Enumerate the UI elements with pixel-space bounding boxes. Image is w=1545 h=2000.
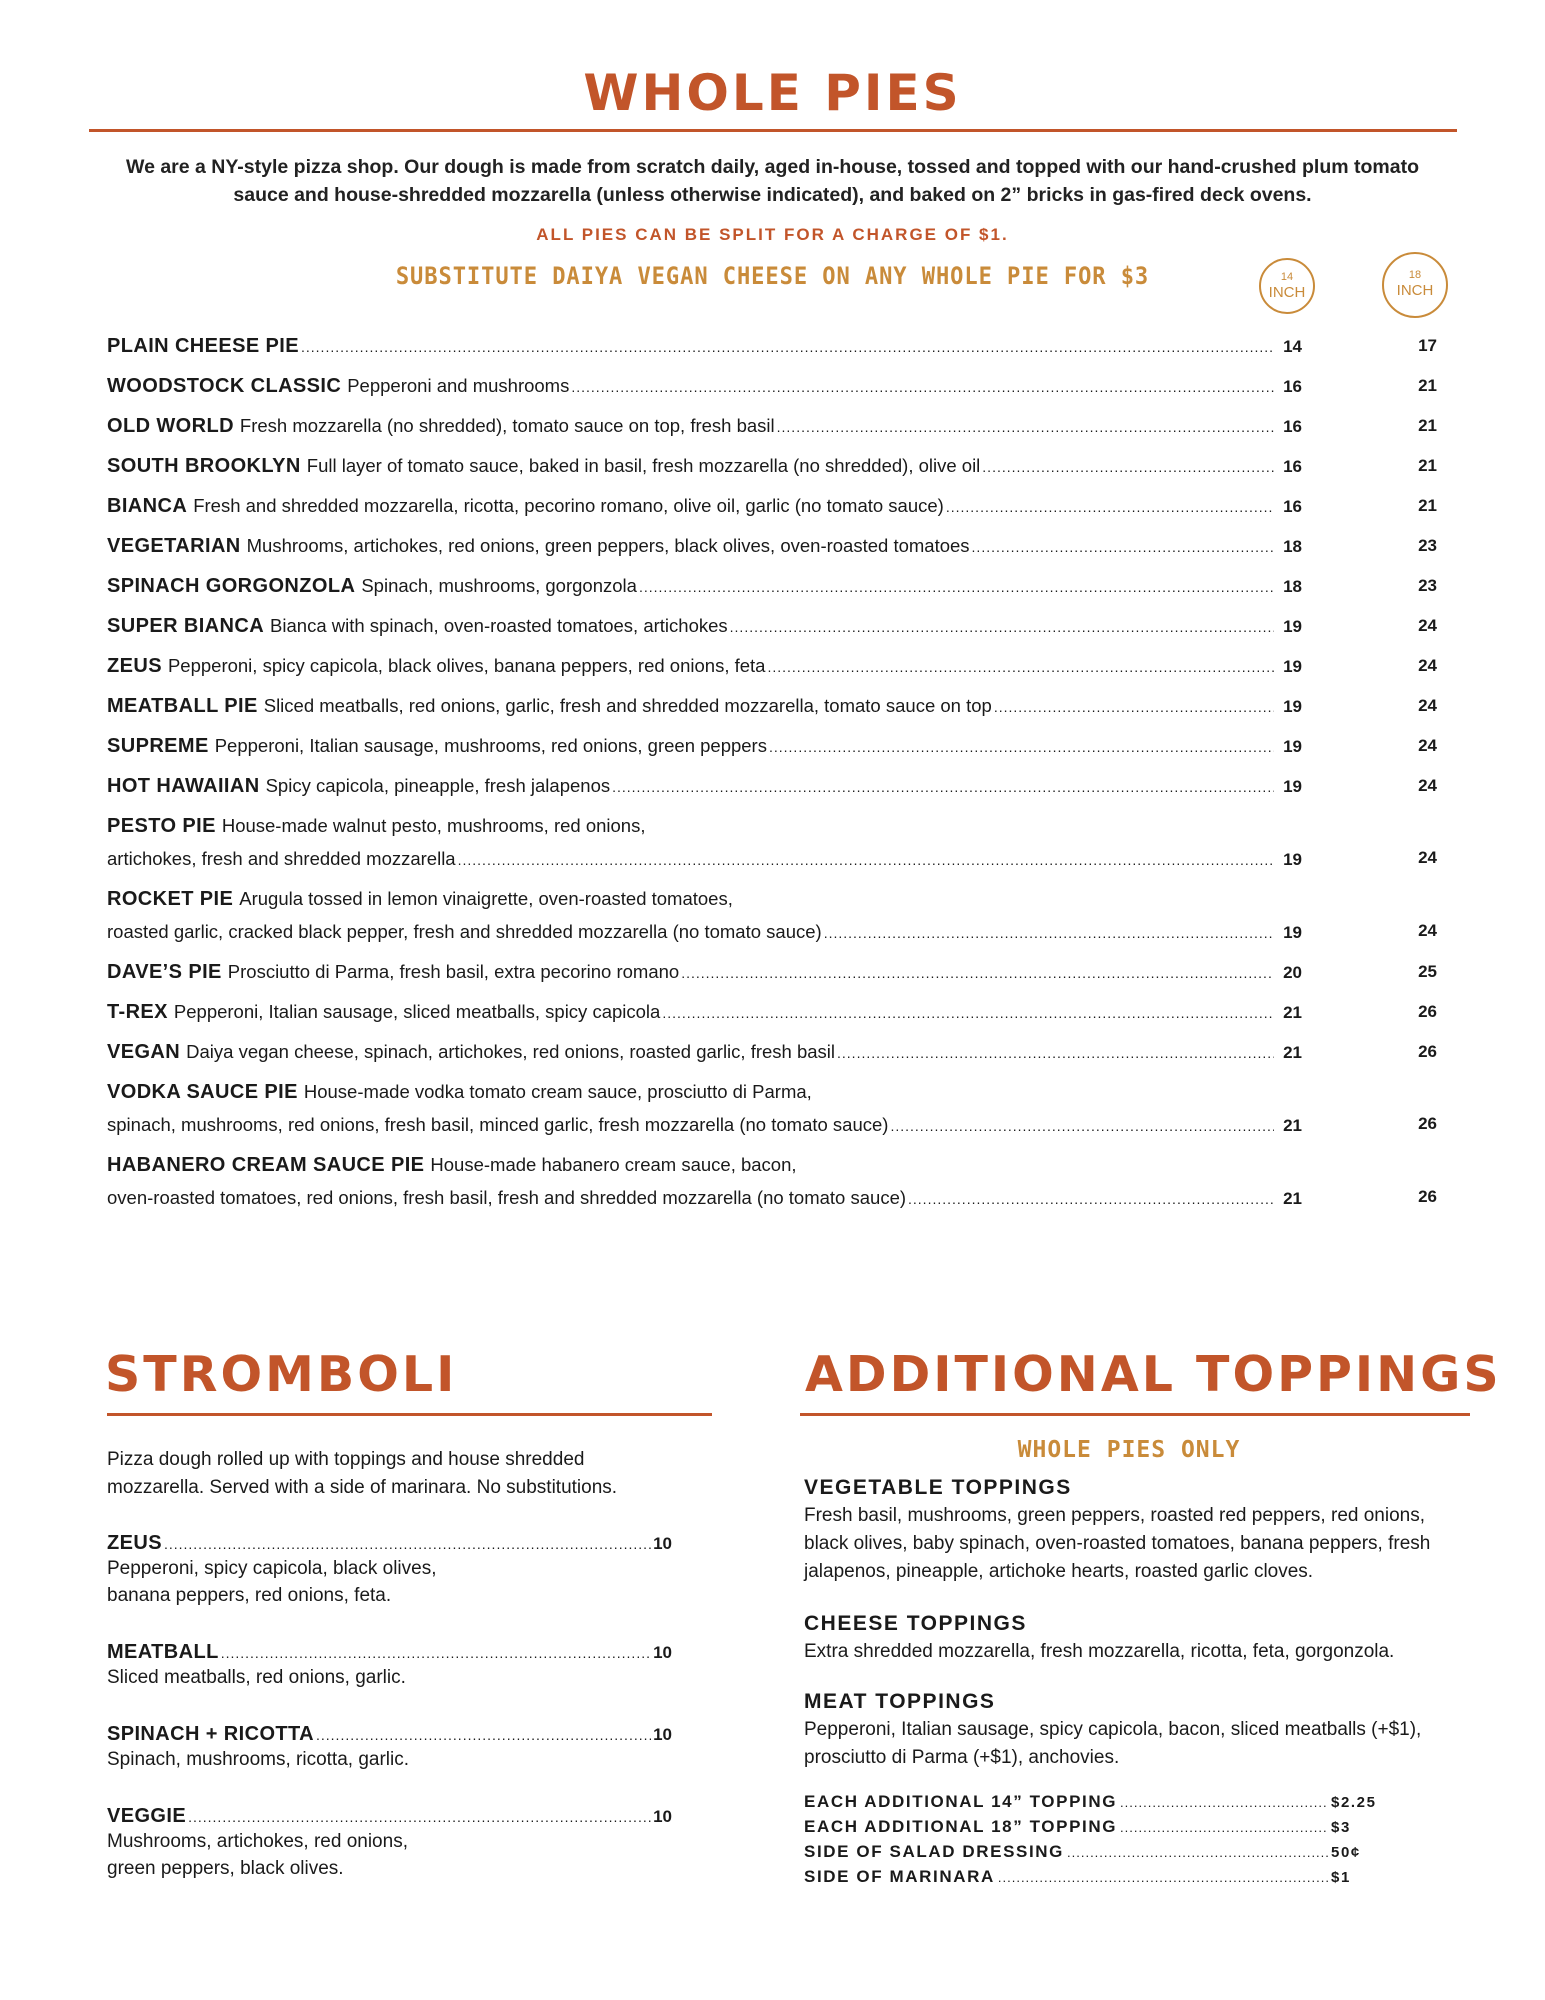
pie-description-continued: artichokes, fresh and shredded mozzarella [107, 848, 456, 869]
pie-price-line [107, 610, 1302, 643]
pie-row [107, 530, 1437, 563]
pie-price-line [107, 996, 1302, 1029]
pie-first-line [107, 883, 1437, 916]
stromboli-item [107, 1641, 672, 1691]
whole-pies-divider [89, 129, 1457, 132]
extra-charge-price: $3 [1331, 1819, 1351, 1836]
extra-charge-label: EACH ADDITIONAL 14” TOPPING [804, 1792, 1118, 1811]
toppings-subtitle: WHOLE PIES ONLY [1017, 1437, 1241, 1463]
price-18-inch: 23 [1418, 536, 1437, 555]
pie-name: T-REX [107, 1001, 168, 1023]
pie-description: Daiya vegan cheese, spinach, artichokes, red onions, roasted garlic, fresh basil [186, 1041, 836, 1062]
leader-dots [777, 411, 1274, 443]
price-18-inch: 25 [1418, 962, 1437, 981]
price-14-inch: 21 [1283, 1003, 1302, 1022]
pie-row [107, 996, 1437, 1029]
pie-price-line [107, 956, 1302, 989]
size-14-unit: INCH [1268, 284, 1306, 301]
pie-description: Pepperoni, spicy capicola, black olives, banana peppers, red onions, feta [167, 655, 766, 676]
leader-dots [1120, 1791, 1328, 1815]
stromboli-item-desc: Mushrooms, artichokes, red onions, green peppers, black olives. [107, 1831, 408, 1879]
split-note: ALL PIES CAN BE SPLIT FOR A CHARGE OF $1. [536, 225, 1009, 244]
pie-price-line [107, 530, 1302, 563]
price-18-inch: 24 [1418, 616, 1437, 635]
price-18-inch: 21 [1418, 456, 1437, 475]
pie-name: PESTO PIE [107, 815, 216, 837]
leader-dots [908, 1183, 1274, 1215]
pie-description: Fresh and shredded mozzarella, ricotta, pecorino romano, olive oil, garlic (no tomato sauce) [193, 495, 944, 516]
leader-dots [1120, 1816, 1328, 1840]
price-14-inch: 19 [1283, 697, 1302, 716]
leader-dots [730, 611, 1274, 643]
pie-name: WOODSTOCK CLASSIC [107, 375, 342, 397]
leader-dots [824, 917, 1274, 949]
leader-dots [982, 451, 1274, 483]
leader-dots [837, 1037, 1274, 1069]
extra-charge-label: SIDE OF MARINARA [804, 1867, 995, 1886]
price-18-inch: 24 [1418, 921, 1437, 940]
price-18-inch: 24 [1418, 776, 1437, 795]
price-14-inch: 21 [1283, 1189, 1302, 1208]
pie-row [107, 883, 1437, 949]
pie-description: Sliced meatballs, red onions, garlic, fresh and shredded mozzarella, tomato sauce on top [263, 695, 992, 716]
pie-description-continued: spinach, mushrooms, red onions, fresh basil, minced garlic, fresh mozzarella (no tomato sauce) [107, 1114, 889, 1135]
leader-dots [571, 371, 1274, 403]
pie-row [107, 1149, 1437, 1215]
extra-charge-row [804, 1790, 1379, 1815]
price-14-inch: 21 [1283, 1116, 1302, 1135]
price-18-inch: 17 [1418, 336, 1437, 355]
leader-dots [769, 731, 1274, 763]
pie-description: Mushrooms, artichokes, red onions, green peppers, black olives, oven-roasted tomatoes [246, 535, 970, 556]
pie-description: House-made walnut pesto, mushrooms, red onions, [221, 815, 646, 836]
pie-row [107, 690, 1437, 723]
pie-name: VODKA SAUCE PIE [107, 1081, 298, 1103]
leader-dots [639, 571, 1274, 603]
toppings-title: ADDITIONAL TOPPINGS [805, 1346, 1502, 1403]
pie-price-line [107, 330, 1302, 363]
price-14-inch: 14 [1283, 337, 1302, 356]
price-14-inch: 20 [1283, 963, 1302, 982]
pie-description: Pepperoni, Italian sausage, sliced meatballs, spicy capicola [173, 1001, 661, 1022]
pie-description: House-made habanero cream sauce, bacon, [430, 1154, 797, 1175]
pie-price-line [107, 370, 1302, 403]
pie-name: SOUTH BROOKLYN [107, 455, 301, 477]
stromboli-item-price: 10 [653, 1534, 672, 1553]
pie-row [107, 450, 1437, 483]
leader-dots [301, 331, 1274, 363]
price-18-inch: 24 [1418, 848, 1437, 867]
topping-group-meat [804, 1690, 1454, 1772]
stromboli-title: STROMBOLI [105, 1346, 458, 1403]
pie-description: House-made vodka tomato cream sauce, prosciutto di Parma, [303, 1081, 812, 1102]
pie-price-line [107, 916, 1302, 949]
pie-name: BIANCA [107, 495, 188, 517]
leader-dots [164, 1536, 651, 1552]
price-18-inch: 24 [1418, 736, 1437, 755]
stromboli-intro: Pizza dough rolled up with toppings and house shredded mozzarella. Served with a side of marinara. No substitutions. [107, 1449, 618, 1498]
pie-row [107, 650, 1437, 683]
topping-group-vegetable [804, 1476, 1454, 1586]
pie-row [107, 770, 1437, 803]
extra-charge-row [804, 1815, 1379, 1840]
leader-dots [662, 997, 1274, 1029]
pie-name: MEATBALL PIE [107, 695, 258, 717]
pie-description: Prosciutto di Parma, fresh basil, extra pecorino romano [227, 961, 680, 982]
pie-name: HOT HAWAIIAN [107, 775, 260, 797]
pie-name: SUPER BIANCA [107, 615, 265, 637]
price-14-inch: 16 [1283, 417, 1302, 436]
price-14-inch: 19 [1283, 657, 1302, 676]
price-14-inch: 18 [1283, 577, 1302, 596]
vegan-note: SUBSTITUTE DAIYA VEGAN CHEESE ON ANY WHOLE PIE FOR $3 [395, 262, 1150, 290]
pie-row [107, 370, 1437, 403]
extra-charge-row [804, 1865, 1379, 1890]
price-18-inch: 26 [1418, 1002, 1437, 1021]
extra-charge-label: SIDE OF SALAD DRESSING [804, 1842, 1065, 1861]
pie-price-line [107, 410, 1302, 443]
price-14-inch: 16 [1283, 377, 1302, 396]
pie-row [107, 1076, 1437, 1142]
pie-row [107, 570, 1437, 603]
leader-dots [946, 491, 1274, 523]
leader-dots [972, 531, 1274, 563]
pie-name: SUPREME [107, 735, 209, 757]
pie-row [107, 610, 1437, 643]
price-14-inch: 18 [1283, 537, 1302, 556]
price-18-inch: 24 [1418, 696, 1437, 715]
pie-description-continued: roasted garlic, cracked black pepper, fresh and shredded mozzarella (no tomato sauce) [107, 921, 822, 942]
leader-dots [998, 1866, 1328, 1890]
topping-group-body: Fresh basil, mushrooms, green peppers, roasted red peppers, red onions, black olives, baby spinach, oven-roasted tomatoes, banana peppers, fresh jalapenos, pineapple, artichoke hearts, roasted garlic cloves. [804, 1505, 1431, 1582]
price-18-inch: 26 [1418, 1114, 1437, 1133]
extra-charge-row [804, 1840, 1379, 1865]
pie-price-line [107, 730, 1302, 763]
price-14-inch: 19 [1283, 923, 1302, 942]
leader-dots [1067, 1841, 1328, 1865]
leader-dots [316, 1727, 651, 1743]
stromboli-item-name: VEGGIE [107, 1805, 187, 1827]
leader-dots [188, 1809, 651, 1825]
pie-description: Pepperoni, Italian sausage, mushrooms, red onions, green peppers [214, 735, 767, 756]
pie-price-line [107, 690, 1302, 723]
stromboli-item-name: SPINACH + RICOTTA [107, 1723, 314, 1745]
pie-description: Full layer of tomato sauce, baked in basil, fresh mozzarella (no shredded), olive oil [306, 455, 981, 476]
price-18-inch: 26 [1418, 1187, 1437, 1206]
extra-charge-price: 50¢ [1331, 1844, 1361, 1861]
whole-pies-intro: We are a NY-style pizza shop. Our dough is made from scratch daily, aged in-house, tossed and topped with our hand-crushed plum tomato sauce and house-shredded mozzarella (unless otherwise indicated), and baked on 2” bricks in gas-fired deck ovens. [126, 156, 1419, 206]
pie-first-line [107, 810, 1437, 843]
topping-group-heading: CHEESE TOPPINGS [804, 1612, 1027, 1635]
stromboli-item-desc: Pepperoni, spicy capicola, black olives, banana peppers, red onions, feta. [107, 1558, 437, 1606]
stromboli-item-desc: Sliced meatballs, red onions, garlic. [107, 1667, 406, 1688]
leader-dots [994, 691, 1274, 723]
pie-price-line [107, 1109, 1302, 1142]
stromboli-item-price: 10 [653, 1725, 672, 1744]
pie-first-line [107, 1149, 1437, 1182]
price-14-inch: 19 [1283, 850, 1302, 869]
pie-name: ZEUS [107, 655, 162, 677]
pie-description: Bianca with spinach, oven-roasted tomatoes, artichokes [270, 615, 728, 636]
pie-description-continued: oven-roasted tomatoes, red onions, fresh basil, fresh and shredded mozzarella (no tomato sauce) [107, 1187, 907, 1208]
pie-row [107, 410, 1437, 443]
pie-price-line [107, 450, 1302, 483]
stromboli-item-name: MEATBALL [107, 1641, 219, 1663]
pie-name: ROCKET PIE [107, 888, 234, 910]
extra-charge-label: EACH ADDITIONAL 18” TOPPING [804, 1817, 1118, 1836]
pie-description: Spinach, mushrooms, gorgonzola [361, 575, 637, 596]
price-14-inch: 16 [1283, 457, 1302, 476]
whole-pies-title: WHOLE PIES [583, 64, 962, 122]
pie-price-line [107, 570, 1302, 603]
size-18-badge [1382, 252, 1448, 318]
leader-dots [221, 1645, 651, 1661]
price-14-inch: 21 [1283, 1043, 1302, 1062]
toppings-divider [800, 1413, 1470, 1416]
price-18-inch: 26 [1418, 1042, 1437, 1061]
pie-name: VEGETARIAN [107, 535, 241, 557]
pie-price-line [107, 843, 1302, 876]
extra-charge-price: $2.25 [1331, 1794, 1377, 1811]
stromboli-item [107, 1805, 672, 1882]
size-14-badge [1259, 258, 1315, 314]
pie-name: PLAIN CHEESE PIE [107, 335, 299, 357]
pie-description: Fresh mozzarella (no shredded), tomato sauce on top, fresh basil [239, 415, 775, 436]
topping-group-body: Extra shredded mozzarella, fresh mozzarella, ricotta, feta, gorgonzola. [804, 1641, 1395, 1662]
price-14-inch: 19 [1283, 737, 1302, 756]
price-18-inch: 21 [1418, 416, 1437, 435]
pie-name: OLD WORLD [107, 415, 234, 437]
price-18-inch: 24 [1418, 656, 1437, 675]
pie-description: Pepperoni and mushrooms [347, 375, 570, 396]
price-18-inch: 21 [1418, 376, 1437, 395]
stromboli-item [107, 1723, 672, 1773]
topping-group-heading: MEAT TOPPINGS [804, 1690, 996, 1713]
leader-dots [681, 957, 1274, 989]
pie-name: HABANERO CREAM SAUCE PIE [107, 1154, 425, 1176]
stromboli-item-desc: Spinach, mushrooms, ricotta, garlic. [107, 1749, 410, 1770]
price-18-inch: 21 [1418, 496, 1437, 515]
pie-row [107, 330, 1437, 363]
pie-row [107, 1036, 1437, 1069]
stromboli-item [107, 1532, 672, 1609]
extra-charge-price: $1 [1331, 1869, 1351, 1886]
pie-price-line [107, 650, 1302, 683]
topping-group-body: Pepperoni, Italian sausage, spicy capicola, bacon, sliced meatballs (+$1), prosciutto di Parma (+$1), anchovies. [804, 1719, 1422, 1768]
price-18-inch: 23 [1418, 576, 1437, 595]
pie-price-line [107, 490, 1302, 523]
topping-group-heading: VEGETABLE TOPPINGS [804, 1476, 1072, 1499]
size-18-number: 18 [1408, 269, 1422, 281]
pie-first-line [107, 1076, 1437, 1109]
pie-price-line [107, 770, 1302, 803]
leader-dots [458, 844, 1274, 876]
stromboli-item-price: 10 [653, 1643, 672, 1662]
pie-row [107, 956, 1437, 989]
stromboli-divider [107, 1413, 712, 1416]
pie-row [107, 490, 1437, 523]
pie-name: DAVE’S PIE [107, 961, 222, 983]
pie-name: VEGAN [107, 1041, 181, 1063]
price-14-inch: 19 [1283, 617, 1302, 636]
pie-price-line [107, 1036, 1302, 1069]
pie-row [107, 730, 1437, 763]
pie-name: SPINACH GORGONZOLA [107, 575, 356, 597]
leader-dots [612, 771, 1274, 803]
stromboli-item-name: ZEUS [107, 1532, 162, 1554]
size-14-number: 14 [1280, 271, 1294, 283]
price-14-inch: 16 [1283, 497, 1302, 516]
stromboli-item-price: 10 [653, 1807, 672, 1826]
pie-row [107, 810, 1437, 876]
leader-dots [767, 651, 1274, 683]
topping-group-cheese [804, 1612, 1454, 1666]
size-18-unit: INCH [1396, 282, 1434, 299]
extra-charges-list [804, 1790, 1379, 1890]
price-14-inch: 19 [1283, 777, 1302, 796]
pie-description: Spicy capicola, pineapple, fresh jalapenos [265, 775, 611, 796]
leader-dots [890, 1110, 1274, 1142]
pie-description: Arugula tossed in lemon vinaigrette, oven-roasted tomatoes, [239, 888, 733, 909]
pie-price-line [107, 1182, 1302, 1215]
